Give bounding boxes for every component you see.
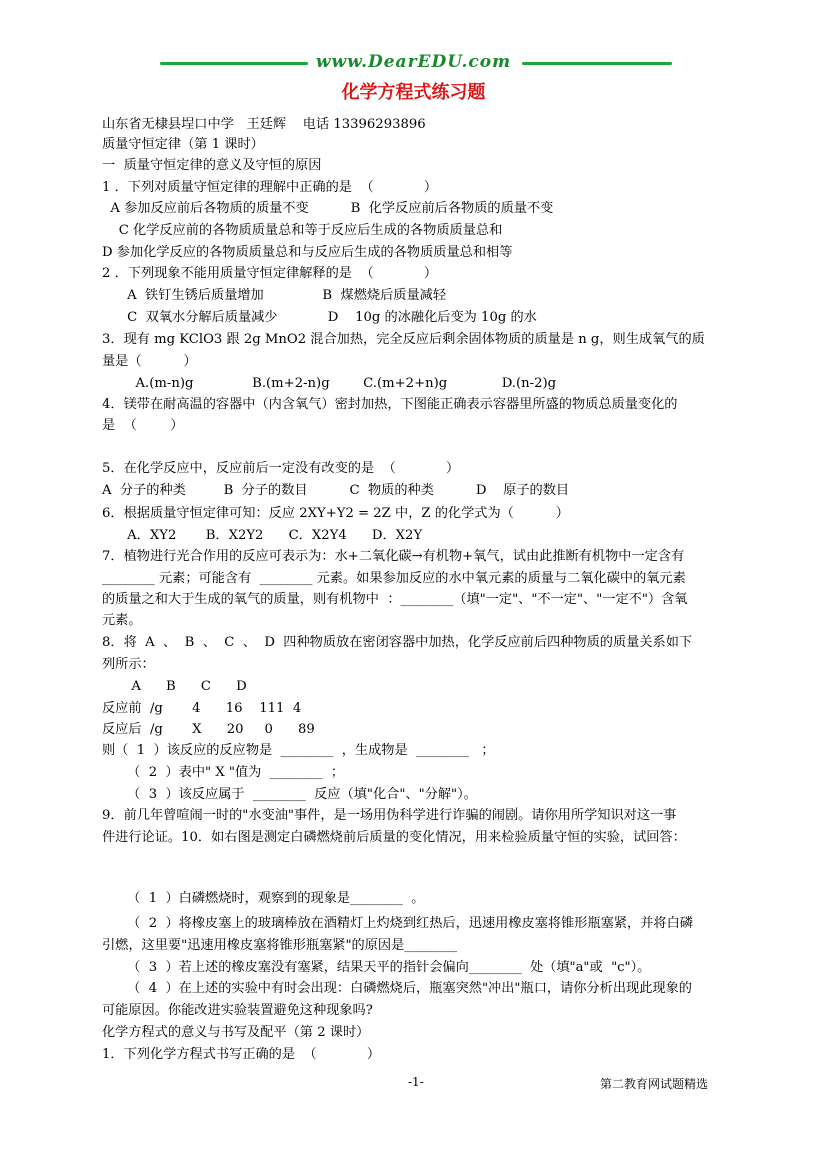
- question-10-part-4-cont: 可能原因。你能改进实验装置避免这种现象吗?: [102, 1003, 373, 1018]
- question-7: 7．植物进行光合作用的反应可表示为：水+二氧化碳→有机物+氧气，试由此推断有机物中一定含有: [102, 549, 685, 564]
- page-number: -1-: [408, 1075, 424, 1089]
- table-row-after: 反应后 /g X 20 0 89: [102, 722, 315, 737]
- question-6: 6．根据质量守恒定律可知：反应 2XY+Y2 = 2Z 中，Z 的化学式为（ ）: [102, 506, 569, 521]
- question-1-option-c: C 化学反应前的各物质质量总和等于反应后生成的各物质质量总和: [102, 223, 503, 238]
- question-1-option-d: D 参加化学反应的各物质质量总和与反应后生成的各物质质量总和相等: [102, 245, 513, 260]
- question-3-cont: 量是（ ）: [102, 354, 197, 369]
- question-1-options-ab: A 参加反应前后各物质的质量不变 B 化学反应前后各物质的质量不变: [102, 201, 554, 216]
- question-2-options-cd: C 双氧水分解后质量减少 D 10g 的冰融化后变为 10g 的水: [102, 310, 537, 325]
- question-5-options: A 分子的种类 B 分子的数目 C 物质的种类 D 原子的数目: [102, 483, 570, 498]
- question-3: 3．现有 mg KClO3 跟 2g MnO2 混合加热，完全反应后剩余固体物质的质量是 n g，则生成氧气的质: [102, 332, 705, 347]
- header-decor-line-right: [522, 62, 672, 65]
- question-6-options: A．XY2 B．X2Y2 C．X2Y4 D．X2Y: [102, 528, 423, 543]
- site-logo: www.DearEDU.com: [315, 52, 512, 72]
- question-10-part-4: （ 4 ）在上述的实验中有时会出现：白磷燃烧后，瓶塞突然"冲出"瓶口，请你分析出现此现象的: [102, 981, 692, 996]
- question-5: 5．在化学反应中，反应前后一定没有改变的是 （ ）: [102, 461, 460, 476]
- question-10-part-1: （ 1 ）白磷燃烧时，观察到的现象是________ 。: [102, 891, 425, 906]
- question-8-part-1: 则（ 1 ）该反应的反应物是 ________ ，生成物是 ________ ；: [102, 743, 495, 758]
- question-3-options: A.(m-n)g B.(m+2-n)g C.(m+2+n)g D.(n-2)g: [102, 376, 557, 391]
- question-2-options-ab: A 铁钉生锈后质量增加 B 煤燃烧后质量减轻: [102, 288, 447, 303]
- footer-site-name: 第二教育网试题精选: [600, 1077, 709, 1091]
- section-2-question-1: 1．下列化学方程式书写正确的是 （ ）: [102, 1047, 381, 1062]
- question-4: 4．镁带在耐高温的容器中（内含氧气）密封加热，下图能正确表示容器里所盛的物质总质量变化的: [102, 397, 678, 412]
- question-2: 2 ．下列现象不能用质量守恒定律解释的是 （ ）: [102, 266, 438, 281]
- question-10-part-2-cont: 引燃，这里要"迅速用橡皮塞将锥形瓶塞紧"的原因是________: [102, 938, 458, 953]
- page-title: 化学方程式练习题: [341, 82, 486, 103]
- question-8-part-2: （ 2 ）表中" X "值为 ________ ；: [102, 765, 345, 780]
- author-line: 山东省无棣县埕口中学 王廷辉 电话 13396293896: [102, 117, 426, 132]
- question-7-cont-3: 元素。: [102, 613, 142, 628]
- table-header: A B C D: [102, 679, 247, 694]
- question-8-cont: 列所示：: [102, 657, 155, 672]
- question-4-cont: 是 （ ）: [102, 418, 184, 433]
- table-row-before: 反应前 /g 4 16 111 4: [102, 701, 302, 716]
- question-10-part-2: （ 2 ）将橡皮塞上的玻璃棒放在酒精灯上灼烧到红热后，迅速用橡皮塞将锥形瓶塞紧，并将白磷: [102, 916, 693, 931]
- question-10-part-3: （ 3 ）若上述的橡皮塞没有塞紧，结果天平的指针会偏向________ 处（填"a"或 "c"）。: [102, 960, 651, 975]
- question-8-part-3: （ 3 ）该反应属于 ________ 反应（填"化合"、"分解"）。: [102, 787, 477, 802]
- question-9-10: 件进行论证。10．如右图是测定白磷燃烧前后质量的变化情况，用来检验质量守恒的实验，试回答：: [102, 830, 686, 845]
- question-7-cont-2: 的质量之和大于生成的氧气的质量，则有机物中 ：________（填"一定"、"不一定"、"一定不"）含氧: [102, 592, 688, 607]
- question-1: 1 ．下列对质量守恒定律的理解中正确的是 （ ）: [102, 180, 438, 195]
- question-7-cont-1: ________ 元素；可能含有 ________ 元素。如果参加反应的水中氧元素的质量与二氧化碳中的氧元素: [102, 571, 686, 586]
- question-8: 8．将 A 、 B 、 C 、 D 四种物质放在密闭容器中加热，化学反应前后四种物质的质量关系如下: [102, 635, 693, 650]
- subsection-heading: 一 质量守恒定律的意义及守恒的原因: [102, 158, 322, 173]
- section-heading: 质量守恒定律（第 1 课时）: [102, 137, 264, 152]
- question-9: 9．前几年曾喧闹一时的"水变油"事件，是一场用伪科学进行诈骗的闹剧。请你用所学知识对这一事: [102, 808, 677, 823]
- section-2-heading: 化学方程式的意义与书写及配平（第 2 课时）: [102, 1025, 370, 1040]
